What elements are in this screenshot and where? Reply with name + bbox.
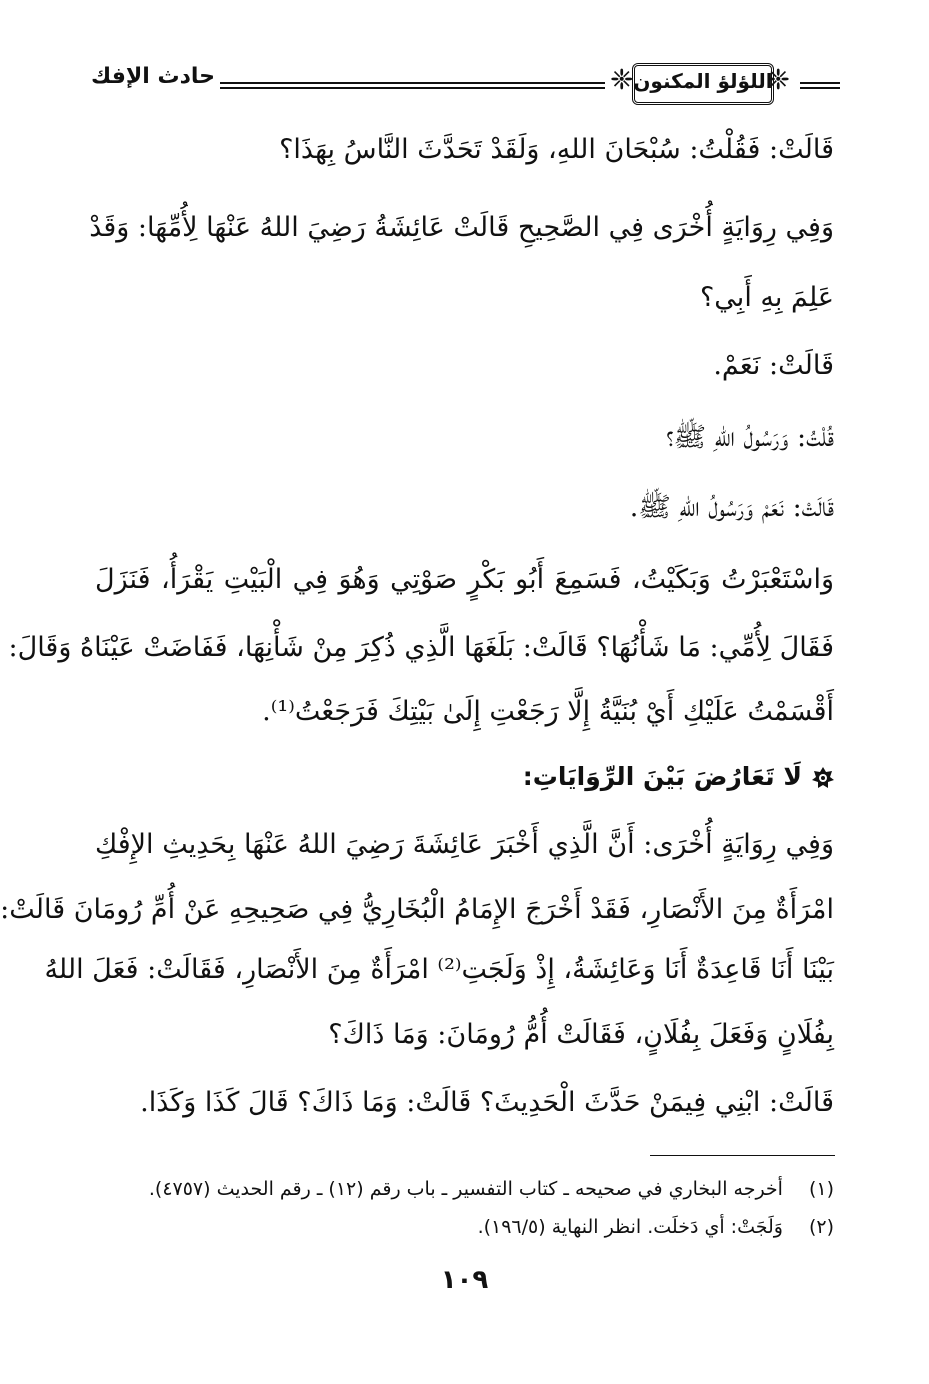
footnote (478, 1212, 834, 1242)
ornament-icon: ❈ (766, 63, 790, 96)
text-line: عَلِمَ بِهِ أَبِي؟ (699, 282, 834, 313)
header-rule-right (800, 82, 840, 89)
text-line: قَالَتْ: نَعَمْ وَرَسُولُ اللهِ ﷺ. (629, 492, 834, 523)
header-rule-left (220, 82, 605, 89)
chapter-title: حادث الإفك (91, 64, 215, 89)
text-line: فَقَالَ لِأُمِّي: مَا شَأْنُهَا؟ قَالَتْ: بَلَغَهَا الَّذِي ذُكِرَ مِنْ شَأْنِهَا، فَفَاضَتْ عَيْنَاهُ وَقَالَ: (8, 632, 834, 663)
page-header (90, 52, 840, 112)
text-line: وَفِي رِوَايَةٍ أُخْرَى: أَنَّ الَّذِي أَخْبَرَ عَائِشَةَ رَضِيَ اللهُ عَنْهَا بِحَدِيثِ الإِفْكِ (95, 829, 834, 860)
text-line: امْرَأَةٌ مِنَ الأَنْصَارِ، فَقَدْ أَخْرَجَ الإِمَامُ الْبُخَارِيُّ فِي صَحِيحِهِ عَنْ أُمِّ رُومَانَ قَالَتْ: (0, 894, 834, 925)
footnote-number: (٢) (808, 1216, 834, 1238)
footnote-text: أخرجه البخاري في صحيحه ـ كتاب التفسير ـ باب رقم (١٢) ـ رقم الحديث (٤٧٥٧). (148, 1178, 783, 1200)
text-line: قَالَتْ: ابْنِي فِيمَنْ حَدَّثَ الْحَدِيثَ؟ قَالَتْ: وَمَا ذَاكَ؟ قَالَ كَذَا وَكَذَا. (140, 1087, 834, 1118)
section-heading-text: لَا تَعَارُضَ بَيْنَ الرِّوَايَاتِ: (522, 762, 802, 791)
text-line: بِفُلَانٍ وَفَعَلَ بِفُلَانٍ، فَقَالَتْ أُمُّ رُومَانَ: وَمَا ذَاكَ؟ (328, 1019, 834, 1050)
book-title-cartouche (610, 57, 790, 107)
text-line: قَالَتْ: نَعَمْ. (713, 350, 834, 381)
text-line: بَيْنَا أَنَا قَاعِدَةٌ أَنَا وَعَائِشَةُ، إِذْ وَلَجَتِ⁽²⁾ امْرَأَةٌ مِنَ الأَنْصَارِ، فَقَالَتْ: فَعَلَ اللهُ (44, 954, 834, 985)
text-line: وَفِي رِوَايَةٍ أُخْرَى فِي الصَّحِيحِ قَالَتْ عَائِشَةُ رَضِيَ اللهُ عَنْهَا لِأُمِّهَا: وَقَدْ (89, 212, 834, 243)
book-title: اللؤلؤ المكنون (633, 69, 773, 93)
footnote-number: (١) (808, 1178, 834, 1200)
text-line: قَالَتْ: فَقُلْتُ: سُبْحَانَ اللهِ، وَلَقَدْ تَحَدَّثَ النَّاسُ بِهَذَا؟ (279, 134, 834, 165)
footnote (149, 1174, 834, 1204)
flower-bullet-icon (812, 767, 834, 789)
text-line: أَقْسَمْتُ عَلَيْكِ أَيْ بُنَيَّةُ إِلَّا رَجَعْتِ إِلَىٰ بَيْتِكَ فَرَجَعْتُ⁽¹⁾. (262, 696, 834, 727)
footnote-separator (650, 1155, 835, 1156)
ornament-icon: ❈ (610, 63, 634, 96)
text-line: وَاسْتَعْبَرْتُ وَبَكَيْتُ، فَسَمِعَ أَبُو بَكْرٍ صَوْتِي وَهُوَ فِي الْبَيْتِ يَقْرَأُ، فَنَزَلَ (95, 564, 834, 595)
section-heading (523, 757, 834, 797)
page-number: ١٠٩ (440, 1265, 489, 1295)
footnote-text: وَلَجَتْ: أي دَخلَت. انظر النهاية (١٩٦/٥). (477, 1216, 783, 1238)
text-line: قُلْتُ: وَرَسُولُ اللهِ ﷺ؟ (666, 422, 834, 453)
